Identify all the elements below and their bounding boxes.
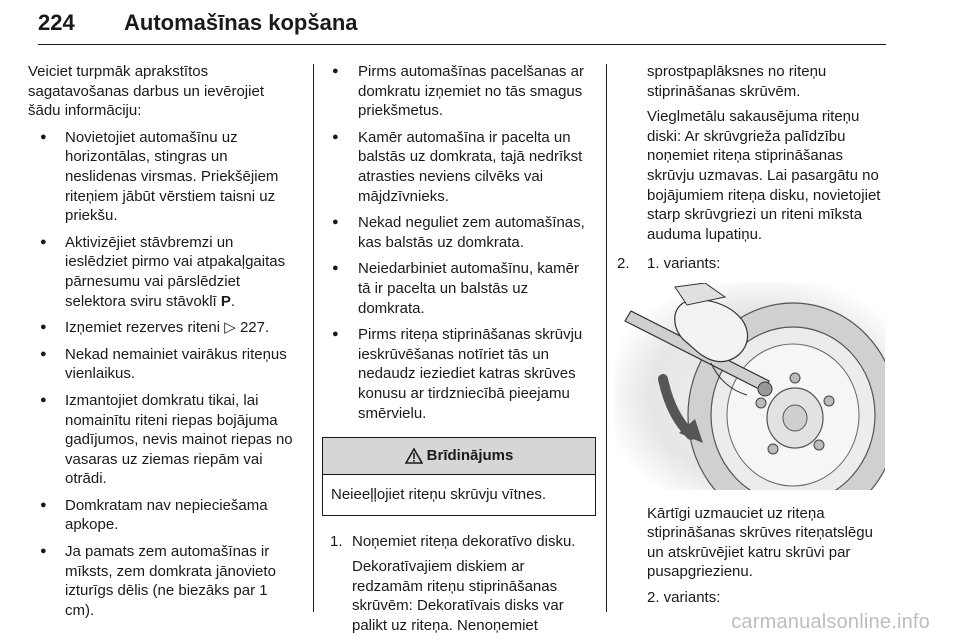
header-rule (38, 44, 886, 45)
list-item: ● Nekad nemainiet vairākus riteņus vienlaikus. (28, 345, 300, 384)
watermark: carmanualsonline.info (731, 611, 930, 633)
column-divider (313, 64, 314, 612)
page-header (38, 6, 886, 46)
step-text: 1. variants: (647, 255, 721, 273)
warning-box (322, 437, 596, 516)
step-number: 2. (617, 255, 630, 273)
step-number: 1. (330, 532, 343, 550)
wheel-wrench-illustration (615, 283, 885, 490)
crossref-arrow-icon: ▷ (224, 319, 236, 337)
list-item: ● Domkratam nav nepieciešama apkope. (28, 496, 300, 535)
warning-triangle-icon (405, 448, 423, 464)
column-right (617, 62, 885, 608)
alloy-wheel-paragraph: Vieglmetālu sakausējuma riteņu diski: Ar skrūvgrieža palīdzību noņemiet riteņa stiprināšanas skrūvju uzmavas. Lai pasargātu no bojājumiem riteņa disku, novietojiet starp skrūvgriezi un riteni mīksta auduma lupatiņu. (647, 108, 881, 243)
preparation-list (28, 128, 300, 621)
column-left (28, 62, 300, 620)
variant-2-label: 2. variants: (647, 588, 721, 606)
step-text: Noņemiet riteņa dekoratīvo disku. (352, 532, 576, 550)
continued-paragraph: sprostpaplāksnes no riteņu stiprināšanas skrūvēm. (647, 63, 827, 100)
page-title: Automašīnas kopšana (124, 10, 358, 35)
list-item: ● Izmantojiet domkratu tikai, lai nomainītu riteni riepas bojājuma gadījumos, nevis mainot riepas no vasaras uz ziemas riepām vai otrādi. (28, 391, 300, 489)
list-item: ● Neiedarbiniet automašīnu, kamēr tā ir pacelta un balstās uz domkrata. (322, 259, 595, 318)
safety-list (322, 62, 595, 423)
step-1-detail: Dekoratīvajiem diskiem ar redzamām riteņu stiprināšanas skrūvēm: Dekoratīvais disks var palikt uz riteņa. Nenoņemiet (352, 558, 564, 635)
list-item: ● Nekad neguliet zem automašīnas, kas balstās uz domkrata. (322, 213, 595, 252)
column-middle (322, 62, 595, 636)
step-2 (617, 254, 885, 274)
list-item: ● Aktivizējiet stāvbremzi un ieslēdziet pirmo vai atpakaļgaitas pārnesumu vai pārslēdziet selektora sviru stāvoklī P. (28, 233, 300, 311)
step-1 (322, 532, 595, 552)
list-item: ● Izņemiet rezerves riteni ▷ 227. (28, 318, 300, 338)
list-item: ● Ja pamats zem automašīnas ir mīksts, zem domkrata jānovieto izturīgs dēlis (ne biezāks par 1 cm). (28, 542, 300, 620)
column-divider (606, 64, 607, 612)
warning-header (323, 438, 595, 475)
page-number: 224 (38, 10, 75, 35)
intro-paragraph: Veiciet turpmāk aprakstītos sagatavošanas darbus un ievērojiet šādu informāciju: (28, 63, 264, 120)
list-item: ● Novietojiet automašīnu uz horizontālas, stingras un neslidenas virsmas. Priekšējiem riteņiem jābūt vērstiem taisni uz priekšu. (28, 128, 300, 226)
warning-text: Neieeļļojiet riteņu skrūvju vītnes. (331, 486, 547, 504)
list-item: ● Kamēr automašīna ir pacelta un balstās uz domkrata, tajā nedrīkst atrasties neviens cilvēks vai mājdzīvnieks. (322, 128, 595, 206)
gear-letter: P (220, 292, 231, 310)
crossref-link[interactable]: ▷ 227 (224, 319, 265, 337)
warning-title: Brīdinājums (426, 447, 514, 465)
figure-caption: Kārtīgi uzmauciet uz riteņa stiprināšanas skrūves riteņatslēgu un atskrūvējiet katru skrūvi par pusapgriezienu. (647, 504, 873, 581)
list-item: ● Pirms automašīnas pacelšanas ar domkratu izņemiet no tās smagus priekšmetus. (322, 62, 595, 121)
list-item: ● Pirms riteņa stiprināšanas skrūvju ieskrūvēšanas notīriet tās un nedaudz ieziediet katras skrūves konusu ar tirdzniecībā pieejamu smērvielu. (322, 325, 595, 423)
